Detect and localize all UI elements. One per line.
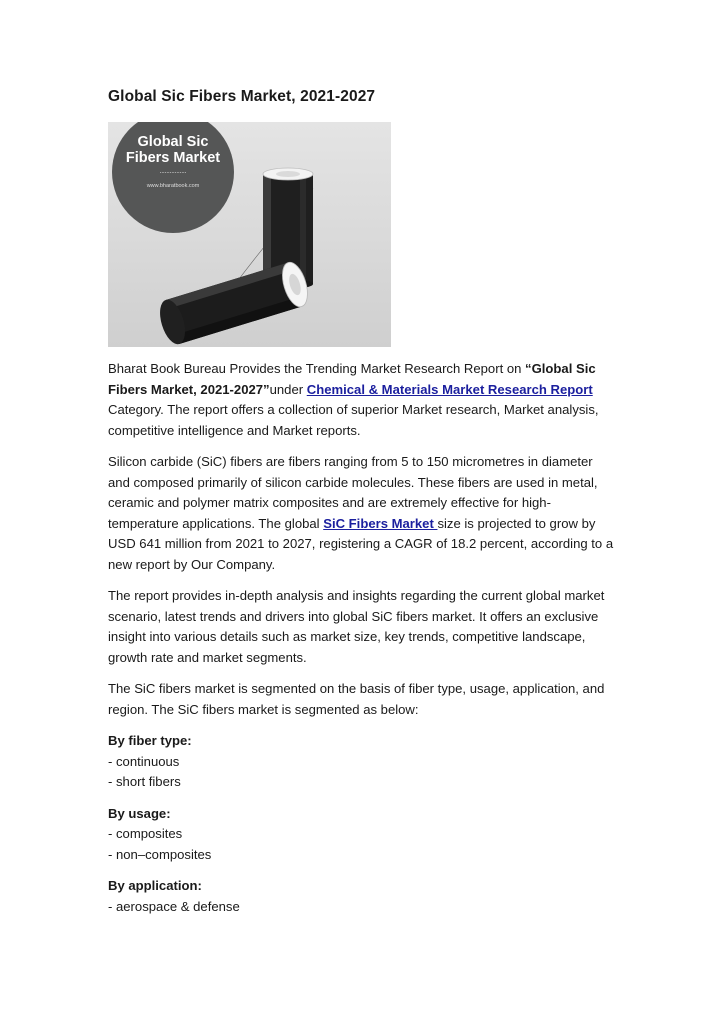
- badge-line-2: Fibers Market: [125, 150, 221, 166]
- document-title: Global Sic Fibers Market, 2021-2027: [108, 88, 376, 105]
- report-title-bold: “Global Sic Fibers Market, 2021-2027”: [108, 361, 596, 397]
- segment-item: - composites: [108, 826, 183, 841]
- category-link[interactable]: Chemical & Materials Market Research Report: [306, 381, 593, 397]
- segment-item: - non–composites: [108, 846, 212, 862]
- segment-heading: By application:: [108, 878, 202, 893]
- sic-description-text: Silicon carbide (SiC) fibers are fibers ranging from 5 to 150 micrometres in diameter and composed primarily of silicon carbide molecules. These fibers are used in metal, ceramic and polymer matrix composites and are extremely effective for high-temperature applications. The global: [108, 454, 598, 531]
- intro-under: under: [269, 381, 307, 397]
- badge-dots: ................: [159, 169, 187, 175]
- fiber-spools-illustration: [108, 122, 391, 347]
- segmentation-paragraph: The SiC fibers market is segmented on the basis of fiber type, usage, application, and region. The SiC fibers market is segmented as below:: [108, 681, 605, 717]
- sic-description-rest: size is projected to grow by USD 641 million from 2021 to 2027, registering a CAGR of 18.2 percent, according to a new report by Our Company.: [108, 515, 614, 572]
- fiber-spools-image: [108, 122, 391, 347]
- segment-item: - aerospace & defense: [108, 898, 240, 914]
- segment-fiber-type: [108, 731, 618, 793]
- intro-paragraph: [108, 359, 618, 441]
- segment-application: [108, 876, 618, 917]
- badge-url: www.bharatbook.com: [146, 183, 200, 189]
- sic-fibers-market-link[interactable]: SiC Fibers Market: [323, 515, 438, 531]
- sic-description-paragraph: [108, 452, 618, 575]
- analysis-paragraph: The report provides in-depth analysis and insights regarding the current global market scenario, latest trends and drivers into global SiC fibers market. It offers an exclusive insight into various details such as market size, key trends, competitive landscape, growth rate and market segments.: [108, 588, 605, 665]
- segment-usage: [108, 804, 618, 866]
- segment-heading: By usage:: [108, 805, 171, 821]
- intro-text: Bharat Book Bureau Provides the Trending Market Research Report on: [108, 361, 526, 376]
- badge-line-1: Global Sic: [137, 134, 209, 150]
- segment-item: - continuous: [108, 753, 180, 769]
- segment-heading: By fiber type:: [108, 733, 192, 748]
- lying-spool: [155, 259, 312, 347]
- document-body: [108, 359, 618, 928]
- intro-rest: Category. The report offers a collection of superior Market research, Market analysis, competitive intelligence and Market reports.: [108, 402, 599, 438]
- segment-item: - short fibers: [108, 774, 181, 789]
